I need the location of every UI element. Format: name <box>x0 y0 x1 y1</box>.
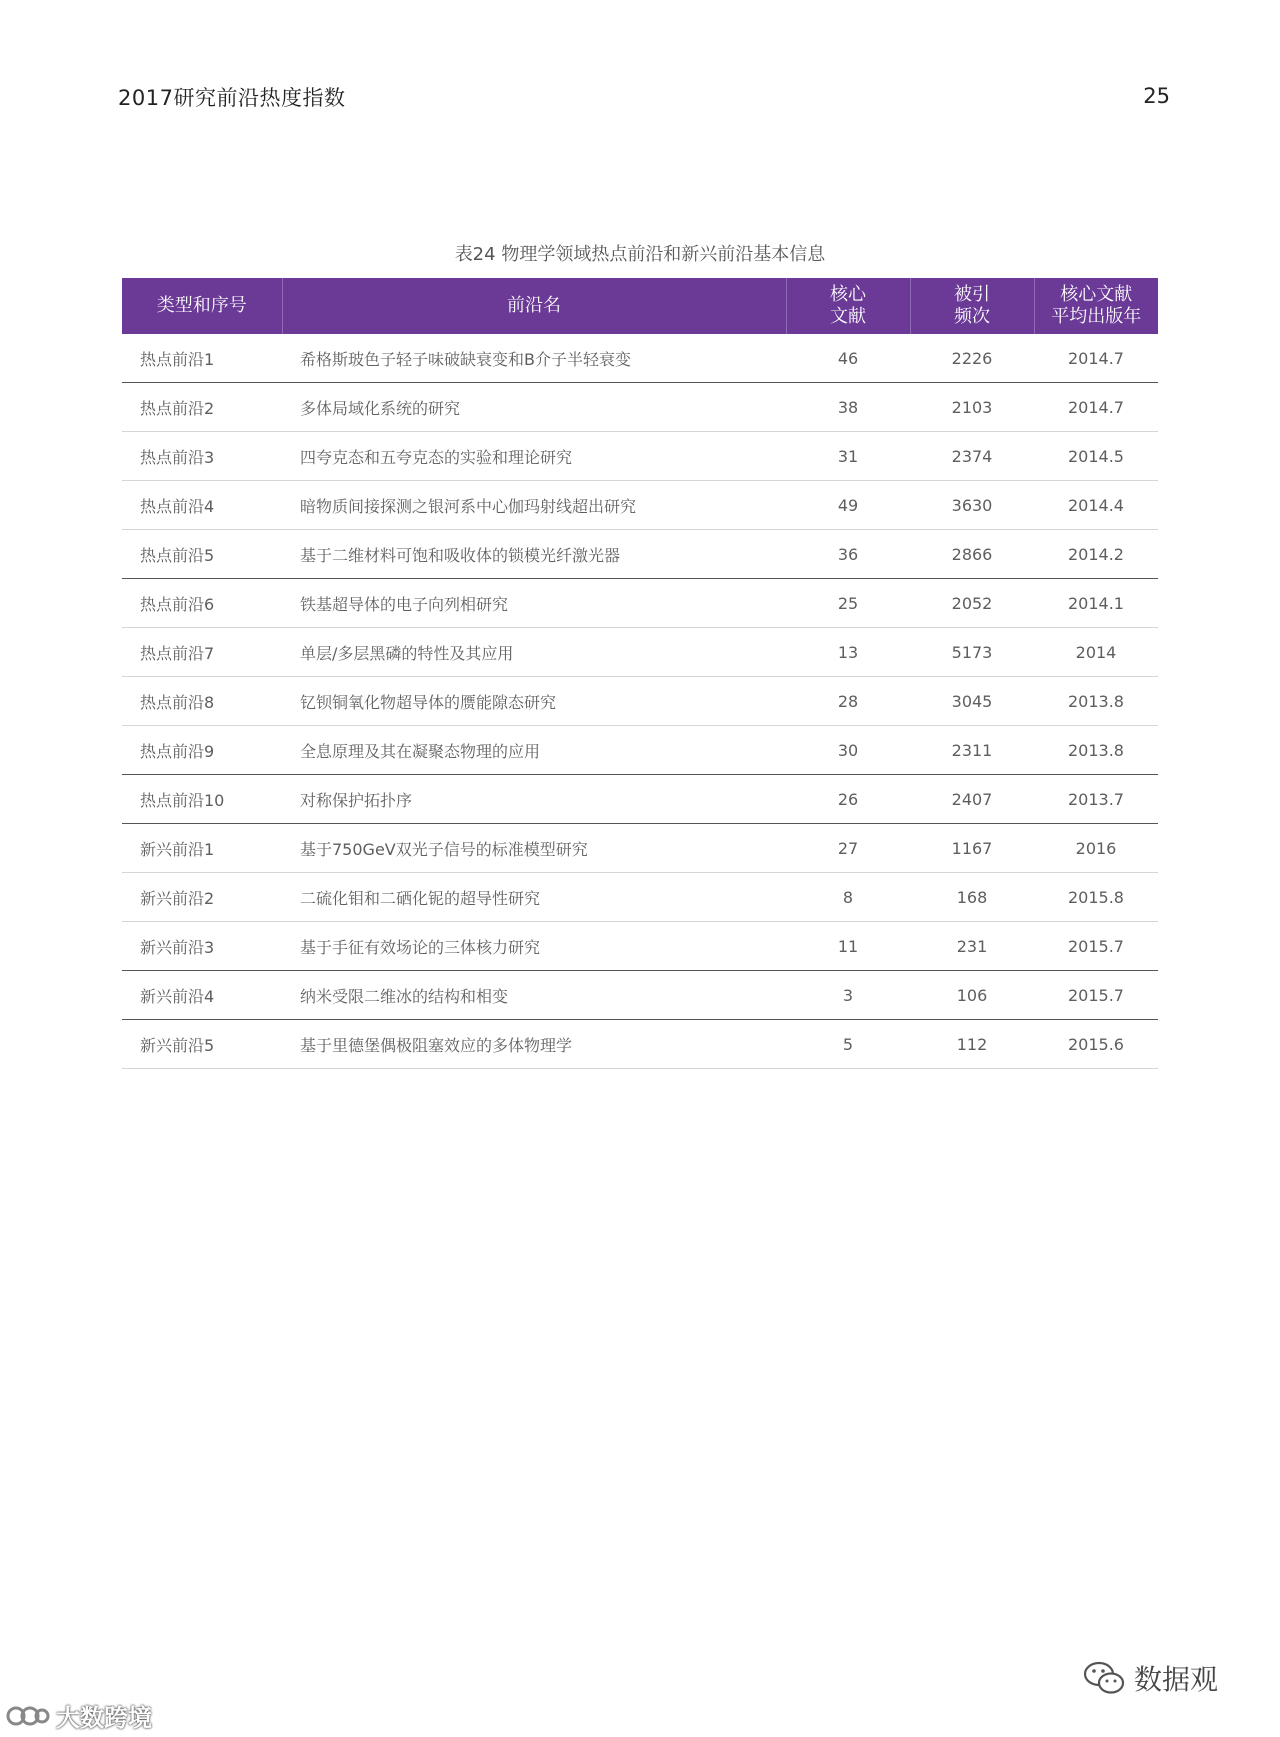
cell-name: 二硫化钼和二硒化铌的超导性研究 <box>282 873 786 922</box>
cell-name: 基于里德堡偶极阻塞效应的多体物理学 <box>282 1020 786 1069</box>
table-row <box>122 579 1158 628</box>
cell-avg-year: 2015.8 <box>1034 873 1158 922</box>
cell-citations: 2226 <box>910 334 1034 383</box>
column-header-name: 前沿名 <box>282 278 786 334</box>
column-header-core: 核心 文献 <box>786 278 910 334</box>
table-row <box>122 922 1158 971</box>
table-caption: 表24 物理学领域热点前沿和新兴前沿基本信息 <box>454 244 826 265</box>
cell-citations: 5173 <box>910 628 1034 677</box>
column-header-type: 类型和序号 <box>122 278 282 334</box>
cell-citations: 168 <box>910 873 1034 922</box>
cell-name: 多体局域化系统的研究 <box>282 383 786 432</box>
cell-name: 基于750GeV双光子信号的标准模型研究 <box>282 824 786 873</box>
cell-citations: 112 <box>910 1020 1034 1069</box>
cell-type: 热点前沿8 <box>122 677 282 726</box>
cell-name: 暗物质间接探测之银河系中心伽玛射线超出研究 <box>282 481 786 530</box>
wechat-icon <box>1082 1660 1126 1696</box>
cell-avg-year: 2014.1 <box>1034 579 1158 628</box>
table-row <box>122 824 1158 873</box>
column-header-cited: 被引 频次 <box>910 278 1034 334</box>
cell-avg-year: 2014.5 <box>1034 432 1158 481</box>
cell-core-docs: 30 <box>786 726 910 775</box>
table-header-row <box>122 278 1158 334</box>
cell-type: 热点前沿5 <box>122 530 282 579</box>
cell-name: 全息原理及其在凝聚态物理的应用 <box>282 726 786 775</box>
cell-core-docs: 38 <box>786 383 910 432</box>
frontier-table <box>122 278 1158 1069</box>
cell-type: 热点前沿10 <box>122 775 282 824</box>
cell-avg-year: 2014.4 <box>1034 481 1158 530</box>
page-header-title: 2017研究前沿热度指数 <box>118 86 346 110</box>
cell-type: 热点前沿9 <box>122 726 282 775</box>
table-row <box>122 334 1158 383</box>
cell-type: 热点前沿6 <box>122 579 282 628</box>
cell-name: 四夸克态和五夸克态的实验和理论研究 <box>282 432 786 481</box>
cell-core-docs: 25 <box>786 579 910 628</box>
cell-avg-year: 2016 <box>1034 824 1158 873</box>
cell-type: 热点前沿3 <box>122 432 282 481</box>
cell-core-docs: 8 <box>786 873 910 922</box>
table-row <box>122 481 1158 530</box>
cell-avg-year: 2015.7 <box>1034 971 1158 1020</box>
cell-avg-year: 2014 <box>1034 628 1158 677</box>
cell-type: 新兴前沿3 <box>122 922 282 971</box>
table-row <box>122 432 1158 481</box>
watermark-left-text: 大数跨境 <box>56 1704 152 1732</box>
cell-citations: 231 <box>910 922 1034 971</box>
cell-core-docs: 36 <box>786 530 910 579</box>
cell-name: 基于手征有效场论的三体核力研究 <box>282 922 786 971</box>
cell-citations: 2866 <box>910 530 1034 579</box>
table-row <box>122 971 1158 1020</box>
table-row <box>122 873 1158 922</box>
cell-type: 热点前沿4 <box>122 481 282 530</box>
cell-core-docs: 46 <box>786 334 910 383</box>
cell-core-docs: 13 <box>786 628 910 677</box>
cell-name: 对称保护拓扑序 <box>282 775 786 824</box>
watermark-right <box>1082 1658 1218 1698</box>
table-row <box>122 677 1158 726</box>
cell-core-docs: 26 <box>786 775 910 824</box>
watermark-left <box>6 1698 152 1733</box>
table-row <box>122 628 1158 677</box>
logo-icon <box>6 1702 50 1730</box>
table-row <box>122 1020 1158 1069</box>
cell-citations: 2052 <box>910 579 1034 628</box>
cell-type: 热点前沿1 <box>122 334 282 383</box>
cell-name: 单层/多层黑磷的特性及其应用 <box>282 628 786 677</box>
cell-type: 热点前沿7 <box>122 628 282 677</box>
cell-type: 热点前沿2 <box>122 383 282 432</box>
table-row <box>122 775 1158 824</box>
cell-citations: 2311 <box>910 726 1034 775</box>
cell-type: 新兴前沿1 <box>122 824 282 873</box>
cell-avg-year: 2014.7 <box>1034 383 1158 432</box>
cell-name: 基于二维材料可饱和吸收体的锁模光纤激光器 <box>282 530 786 579</box>
cell-avg-year: 2013.8 <box>1034 726 1158 775</box>
watermark-right-text: 数据观 <box>1134 1663 1219 1696</box>
cell-core-docs: 28 <box>786 677 910 726</box>
cell-citations: 106 <box>910 971 1034 1020</box>
cell-avg-year: 2015.7 <box>1034 922 1158 971</box>
cell-citations: 2374 <box>910 432 1034 481</box>
cell-avg-year: 2013.8 <box>1034 677 1158 726</box>
cell-core-docs: 31 <box>786 432 910 481</box>
cell-core-docs: 27 <box>786 824 910 873</box>
cell-citations: 1167 <box>910 824 1034 873</box>
cell-core-docs: 5 <box>786 1020 910 1069</box>
cell-name: 纳米受限二维冰的结构和相变 <box>282 971 786 1020</box>
table-row <box>122 383 1158 432</box>
cell-core-docs: 49 <box>786 481 910 530</box>
cell-type: 新兴前沿4 <box>122 971 282 1020</box>
cell-avg-year: 2014.7 <box>1034 334 1158 383</box>
cell-name: 铁基超导体的电子向列相研究 <box>282 579 786 628</box>
cell-avg-year: 2015.6 <box>1034 1020 1158 1069</box>
cell-core-docs: 3 <box>786 971 910 1020</box>
cell-core-docs: 11 <box>786 922 910 971</box>
cell-type: 新兴前沿2 <box>122 873 282 922</box>
cell-citations: 3630 <box>910 481 1034 530</box>
cell-avg-year: 2014.2 <box>1034 530 1158 579</box>
table-row <box>122 726 1158 775</box>
table-row <box>122 530 1158 579</box>
cell-citations: 3045 <box>910 677 1034 726</box>
cell-citations: 2407 <box>910 775 1034 824</box>
cell-avg-year: 2013.7 <box>1034 775 1158 824</box>
page-number: 25 <box>1143 84 1170 108</box>
cell-name: 钇钡铜氧化物超导体的赝能隙态研究 <box>282 677 786 726</box>
column-header-year: 核心文献 平均出版年 <box>1034 278 1158 334</box>
cell-name: 希格斯玻色子轻子味破缺衰变和B介子半轻衰变 <box>282 334 786 383</box>
cell-citations: 2103 <box>910 383 1034 432</box>
cell-type: 新兴前沿5 <box>122 1020 282 1069</box>
